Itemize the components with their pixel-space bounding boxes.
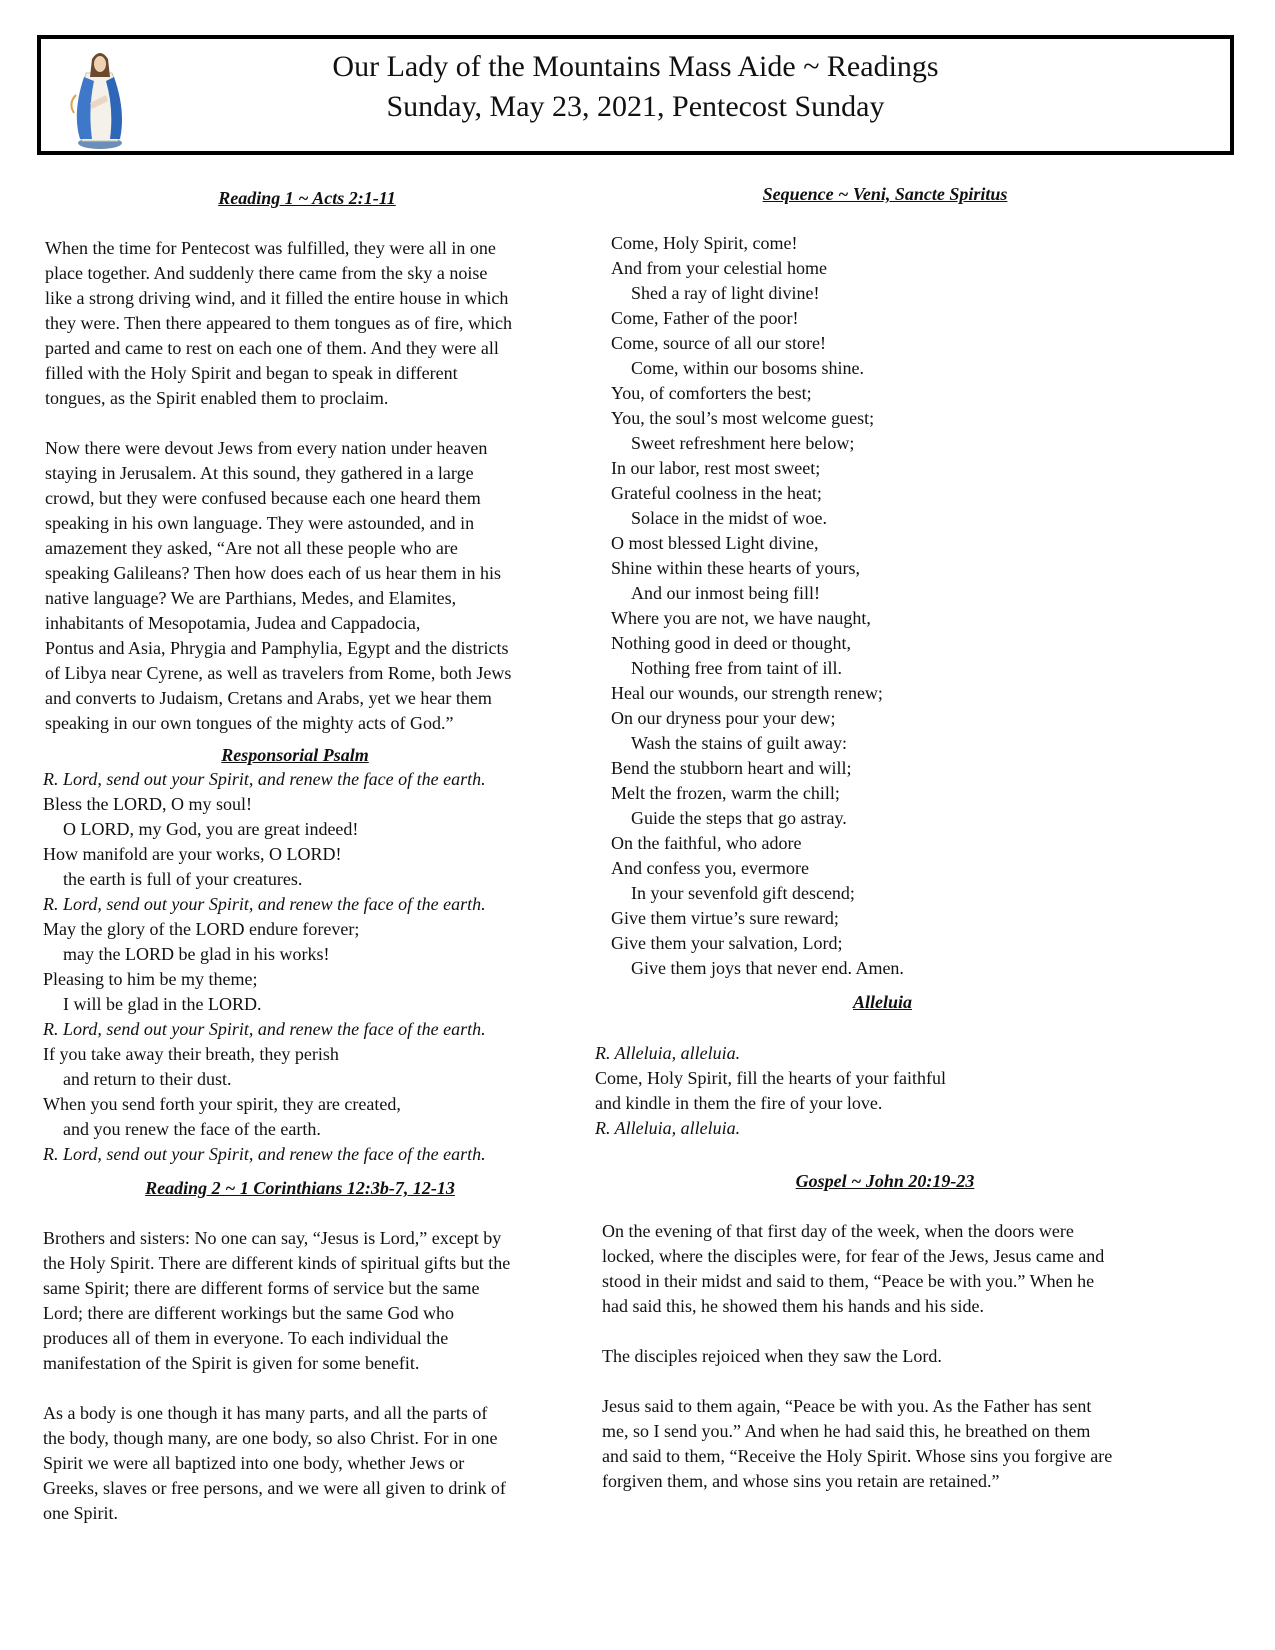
verse-line: How manifold are your works, O LORD! xyxy=(43,844,342,864)
verse-line: Grateful coolness in the heat; xyxy=(611,483,822,503)
gospel-paragraph-2 xyxy=(602,1344,942,1369)
verse-line: Solace in the midst of woe. xyxy=(631,508,827,528)
verse-line: Wash the stains of guilt away: xyxy=(631,733,848,753)
text-line: the body, though many, are one body, so also Christ. For in one xyxy=(43,1428,498,1448)
text-line: they were. Then there appeared to them tongues as of fire, which xyxy=(45,313,512,333)
page-subtitle: Sunday, May 23, 2021, Pentecost Sunday xyxy=(386,90,885,123)
text-line: stood in their midst and said to them, “Peace be with you.” When he xyxy=(602,1271,1095,1291)
verse-line: When you send forth your spirit, they are created, xyxy=(43,1094,401,1114)
reading2-heading: Reading 2 ~ 1 Corinthians 12:3b-7, 12-13 xyxy=(145,1178,455,1198)
verse-line: Come, source of all our store! xyxy=(611,333,826,353)
text-line: like a strong driving wind, and it filled the entire house in which xyxy=(45,288,509,308)
verse-line: Bless the LORD, O my soul! xyxy=(43,794,252,814)
verse-line: Come, within our bosoms shine. xyxy=(631,358,864,378)
text-line: When the time for Pentecost was fulfilled, they were all in one xyxy=(45,238,496,258)
text-line: Pontus and Asia, Phrygia and Pamphylia, Egypt and the districts xyxy=(45,638,509,658)
verse-line: Come, Holy Spirit, come! xyxy=(611,233,798,253)
gospel-paragraph-1 xyxy=(602,1219,1104,1319)
reading1-paragraph-2 xyxy=(45,436,511,736)
verse-line: In your sevenfold gift descend; xyxy=(631,883,855,903)
verse-line: the earth is full of your creatures. xyxy=(63,869,303,889)
psalm-heading: Responsorial Psalm xyxy=(221,745,369,765)
text-line: forgiven them, and whose sins you retain are retained.” xyxy=(602,1471,1000,1491)
verse-line: And from your celestial home xyxy=(611,258,827,278)
verse-line: And our inmost being fill! xyxy=(631,583,820,603)
verse-line: Come, Father of the poor! xyxy=(611,308,799,328)
text-line: crowd, but they were confused because each one heard them xyxy=(45,488,481,508)
verse-line: Heal our wounds, our strength renew; xyxy=(611,683,883,703)
psalm-block xyxy=(43,767,486,1167)
text-line: speaking in our own tongues of the mighty acts of God.” xyxy=(45,713,454,733)
response-line: R. Lord, send out your Spirit, and renew the face of the earth. xyxy=(43,1144,486,1164)
verse-line: Nothing free from taint of ill. xyxy=(631,658,842,678)
verse-line: Guide the steps that go astray. xyxy=(631,808,847,828)
verse-line: On our dryness pour your dew; xyxy=(611,708,836,728)
verse-line: You, of comforters the best; xyxy=(611,383,812,403)
verse-line: and you renew the face of the earth. xyxy=(63,1119,321,1139)
alleluia-block xyxy=(595,1041,946,1141)
text-line: tongues, as the Spirit enabled them to proclaim. xyxy=(45,388,389,408)
text-line: produces all of them in everyone. To each individual the xyxy=(43,1328,449,1348)
text-line: Lord; there are different workings but the same God who xyxy=(43,1303,455,1323)
verse-line: I will be glad in the LORD. xyxy=(63,994,262,1014)
reading2-paragraph-2 xyxy=(43,1401,506,1526)
text-line: The disciples rejoiced when they saw the Lord. xyxy=(602,1346,942,1366)
response-line: R. Lord, send out your Spirit, and renew the face of the earth. xyxy=(43,1019,486,1039)
verse-line: Nothing good in deed or thought, xyxy=(611,633,851,653)
text-line: had said this, he showed them his hands and his side. xyxy=(602,1296,984,1316)
text-line: Brothers and sisters: No one can say, “Jesus is Lord,” except by xyxy=(43,1228,502,1248)
text-line: filled with the Holy Spirit and began to speak in different xyxy=(45,363,458,383)
text-line: speaking in his own language. They were astounded, and in xyxy=(45,513,475,533)
text-line: Greeks, slaves or free persons, and we were all given to drink of xyxy=(43,1478,506,1498)
gospel-paragraph-3 xyxy=(602,1394,1112,1494)
text-line: place together. And suddenly there came from the sky a noise xyxy=(45,263,488,283)
text-line: amazement they asked, “Are not all these people who are xyxy=(45,538,458,558)
text-line: On the evening of that first day of the week, when the doors were xyxy=(602,1221,1074,1241)
verse-line: You, the soul’s most welcome guest; xyxy=(611,408,875,428)
reading1-heading: Reading 1 ~ Acts 2:1-11 xyxy=(218,188,396,208)
gospel-heading: Gospel ~ John 20:19-23 xyxy=(795,1171,975,1191)
verse-line: Come, Holy Spirit, fill the hearts of your faithful xyxy=(595,1068,946,1088)
verse-line: If you take away their breath, they perish xyxy=(43,1044,339,1064)
text-line: inhabitants of Mesopotamia, Judea and Cappadocia, xyxy=(45,613,421,633)
text-line: one Spirit. xyxy=(43,1503,118,1523)
verse-line: And confess you, evermore xyxy=(611,858,809,878)
response-line: R. Alleluia, alleluia. xyxy=(595,1043,741,1063)
verse-line: Pleasing to him be my theme; xyxy=(43,969,258,989)
text-line: Jesus said to them again, “Peace be with you. As the Father has sent xyxy=(602,1396,1092,1416)
text-line: parted and came to rest on each one of them. And they were all xyxy=(45,338,499,358)
verse-line: O LORD, my God, you are great indeed! xyxy=(63,819,359,839)
verse-line: and kindle in them the fire of your love. xyxy=(595,1093,883,1113)
sequence-block xyxy=(611,231,904,981)
text-line: and said to them, “Receive the Holy Spirit. Whose sins you forgive are xyxy=(602,1446,1113,1466)
sequence-heading: Sequence ~ Veni, Sancte Spiritus xyxy=(762,184,1008,204)
verse-line: Give them your salvation, Lord; xyxy=(611,933,843,953)
verse-line: Shed a ray of light divine! xyxy=(631,283,820,303)
verse-line: May the glory of the LORD endure forever; xyxy=(43,919,360,939)
text-line: Now there were devout Jews from every nation under heaven xyxy=(45,438,488,458)
verse-line: may the LORD be glad in his works! xyxy=(63,944,330,964)
response-line: R. Lord, send out your Spirit, and renew the face of the earth. xyxy=(43,769,486,789)
reading2-paragraph-1 xyxy=(43,1226,510,1376)
text-line: As a body is one though it has many parts, and all the parts of xyxy=(43,1403,488,1423)
verse-line: O most blessed Light divine, xyxy=(611,533,819,553)
verse-line: On the faithful, who adore xyxy=(611,833,802,853)
text-line: staying in Jerusalem. At this sound, they gathered in a large xyxy=(45,463,474,483)
alleluia-heading: Alleluia xyxy=(852,992,912,1012)
verse-line: Give them joys that never end. Amen. xyxy=(631,958,904,978)
text-line: locked, where the disciples were, for fear of the Jews, Jesus came and xyxy=(602,1246,1105,1266)
verse-line: Bend the stubborn heart and will; xyxy=(611,758,852,778)
reading1-paragraph-1 xyxy=(45,236,512,411)
verse-line: Sweet refreshment here below; xyxy=(631,433,855,453)
text-line: and converts to Judaism, Cretans and Arabs, yet we hear them xyxy=(45,688,492,708)
text-line: manifestation of the Spirit is given for some benefit. xyxy=(43,1353,420,1373)
text-line: speaking Galileans? Then how does each of us hear them in his xyxy=(45,563,502,583)
verse-line: Melt the frozen, warm the chill; xyxy=(611,783,840,803)
header-box xyxy=(37,35,1234,155)
text-line: of Libya near Cyrene, as well as travelers from Rome, both Jews xyxy=(45,663,512,683)
page-title: Our Lady of the Mountains Mass Aide ~ Readings xyxy=(332,50,939,83)
verse-line: In our labor, rest most sweet; xyxy=(611,458,821,478)
text-line: the Holy Spirit. There are different kinds of spiritual gifts but the xyxy=(43,1253,511,1273)
response-line: R. Lord, send out your Spirit, and renew the face of the earth. xyxy=(43,894,486,914)
verse-line: and return to their dust. xyxy=(63,1069,232,1089)
response-line: R. Alleluia, alleluia. xyxy=(595,1118,741,1138)
verse-line: Give them virtue’s sure reward; xyxy=(611,908,839,928)
text-line: me, so I send you.” And when he had said this, he breathed on them xyxy=(602,1421,1091,1441)
verse-line: Where you are not, we have naught, xyxy=(611,608,871,628)
text-line: native language? We are Parthians, Medes, and Elamites, xyxy=(45,588,457,608)
text-line: Spirit we were all baptized into one body, whether Jews or xyxy=(43,1453,465,1473)
text-line: same Spirit; there are different forms of service but the same xyxy=(43,1278,480,1298)
verse-line: Shine within these hearts of yours, xyxy=(611,558,860,578)
